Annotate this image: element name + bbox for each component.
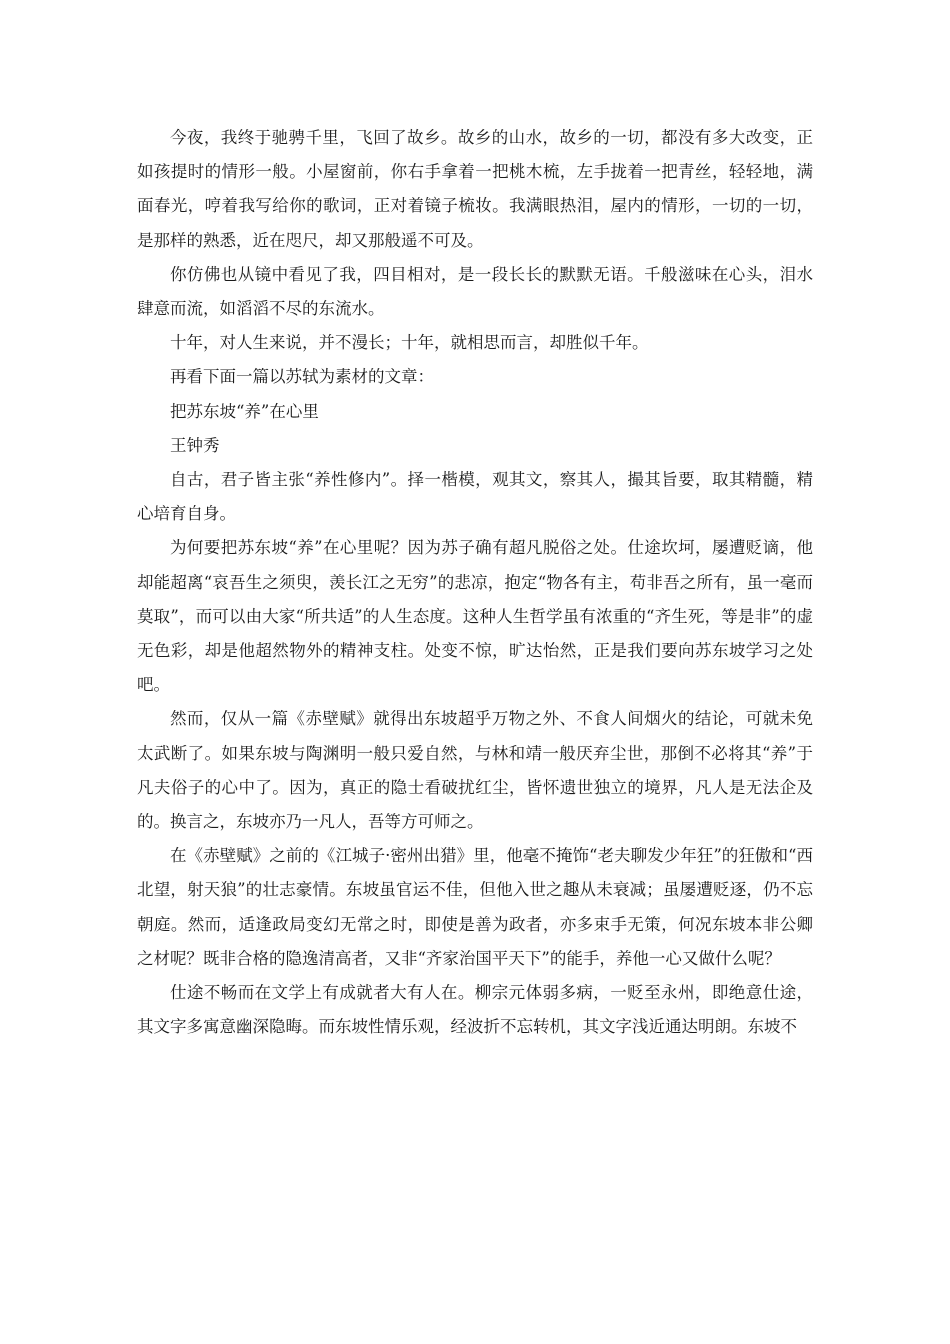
paragraph: 再看下面一篇以苏轼为素材的文章： — [170, 367, 434, 387]
paragraph: 为何要把苏东坡“养”在心里呢？因为苏子确有超凡脱俗之处。仕途坎坷，屡遭贬谪，他却能超离“哀吾生之须臾，羡长江之无穷”的悲凉，抱定“物各有主，苟非吾之所有，虽一毫而莫取”，而可以由大家“所共适”的人生态度。这种人生哲学虽有浓重的“齐生死，等是非”的虚无色彩，却是他超然物外的精神支柱。处变不惊，旷达怡然，正是我们要向苏东坡学习之处吧。 — [137, 538, 813, 695]
paragraph: 仕途不畅而在文学上有成就者大有人在。柳宗元体弱多病，一贬至永州，即绝意仕途，其文字多寓意幽深隐晦。而东坡性情乐观，经波折不忘转机，其文字浅近通达明朗。东坡不 — [137, 983, 813, 1037]
paragraph: 自古，君子皆主张“养性修内”。择一楷模，观其文，察其人，撮其旨要，取其精髓，精心培育自身。 — [137, 470, 813, 524]
paragraph: 你仿佛也从镜中看见了我，四目相对，是一段长长的默默无语。千般滋味在心头，泪水肆意而流，如滔滔不尽的东流水。 — [137, 264, 813, 319]
document-body — [137, 121, 813, 1044]
essay-author: 王钟秀 — [170, 435, 220, 455]
essay-title: 把苏东坡“养”在心里 — [170, 401, 319, 421]
paragraph: 在《赤壁赋》之前的《江城子·密州出猎》里，他毫不掩饰“老夫聊发少年狂”的狂傲和“西北望，射天狼”的壮志豪情。东坡虽官运不佳，但他入世之趣从未衰减；虽屡遭贬逐，仍不忘朝庭。然而，适逢政局变幻无常之时，即使是善为政者，亦多束手无策，何况东坡本非公卿之材呢？既非合格的隐逸清高者，又非“齐家治国平天下”的能手，养他一心又做什么呢？ — [137, 846, 813, 968]
paragraph: 今夜，我终于驰骋千里，飞回了故乡。故乡的山水，故乡的一切，都没有多大改变，正如孩提时的情形一般。小屋窗前，你右手拿着一把桃木梳，左手拢着一把青丝，轻轻地，满面春光，哼着我写给你的歌词，正对着镜子梳妆。我满眼热泪，屋内的情形，一切的一切，是那样的熟悉，近在咫尺，却又那般遥不可及。 — [137, 128, 813, 250]
paragraph: 十年，对人生来说，并不漫长；十年，就相思而言，却胜似千年。 — [170, 333, 649, 353]
paragraph: 然而，仅从一篇《赤壁赋》就得出东坡超乎万物之外、不食人间烟火的结论，可就未免太武断了。如果东坡与陶渊明一般只爱自然，与林和靖一般厌弃尘世，那倒不必将其“养”于凡夫俗子的心中了。因为，真正的隐士看破扰红尘，皆怀遗世独立的境界，凡人是无法企及的。换言之，东坡亦乃一凡人，吾等方可师之。 — [137, 709, 813, 832]
